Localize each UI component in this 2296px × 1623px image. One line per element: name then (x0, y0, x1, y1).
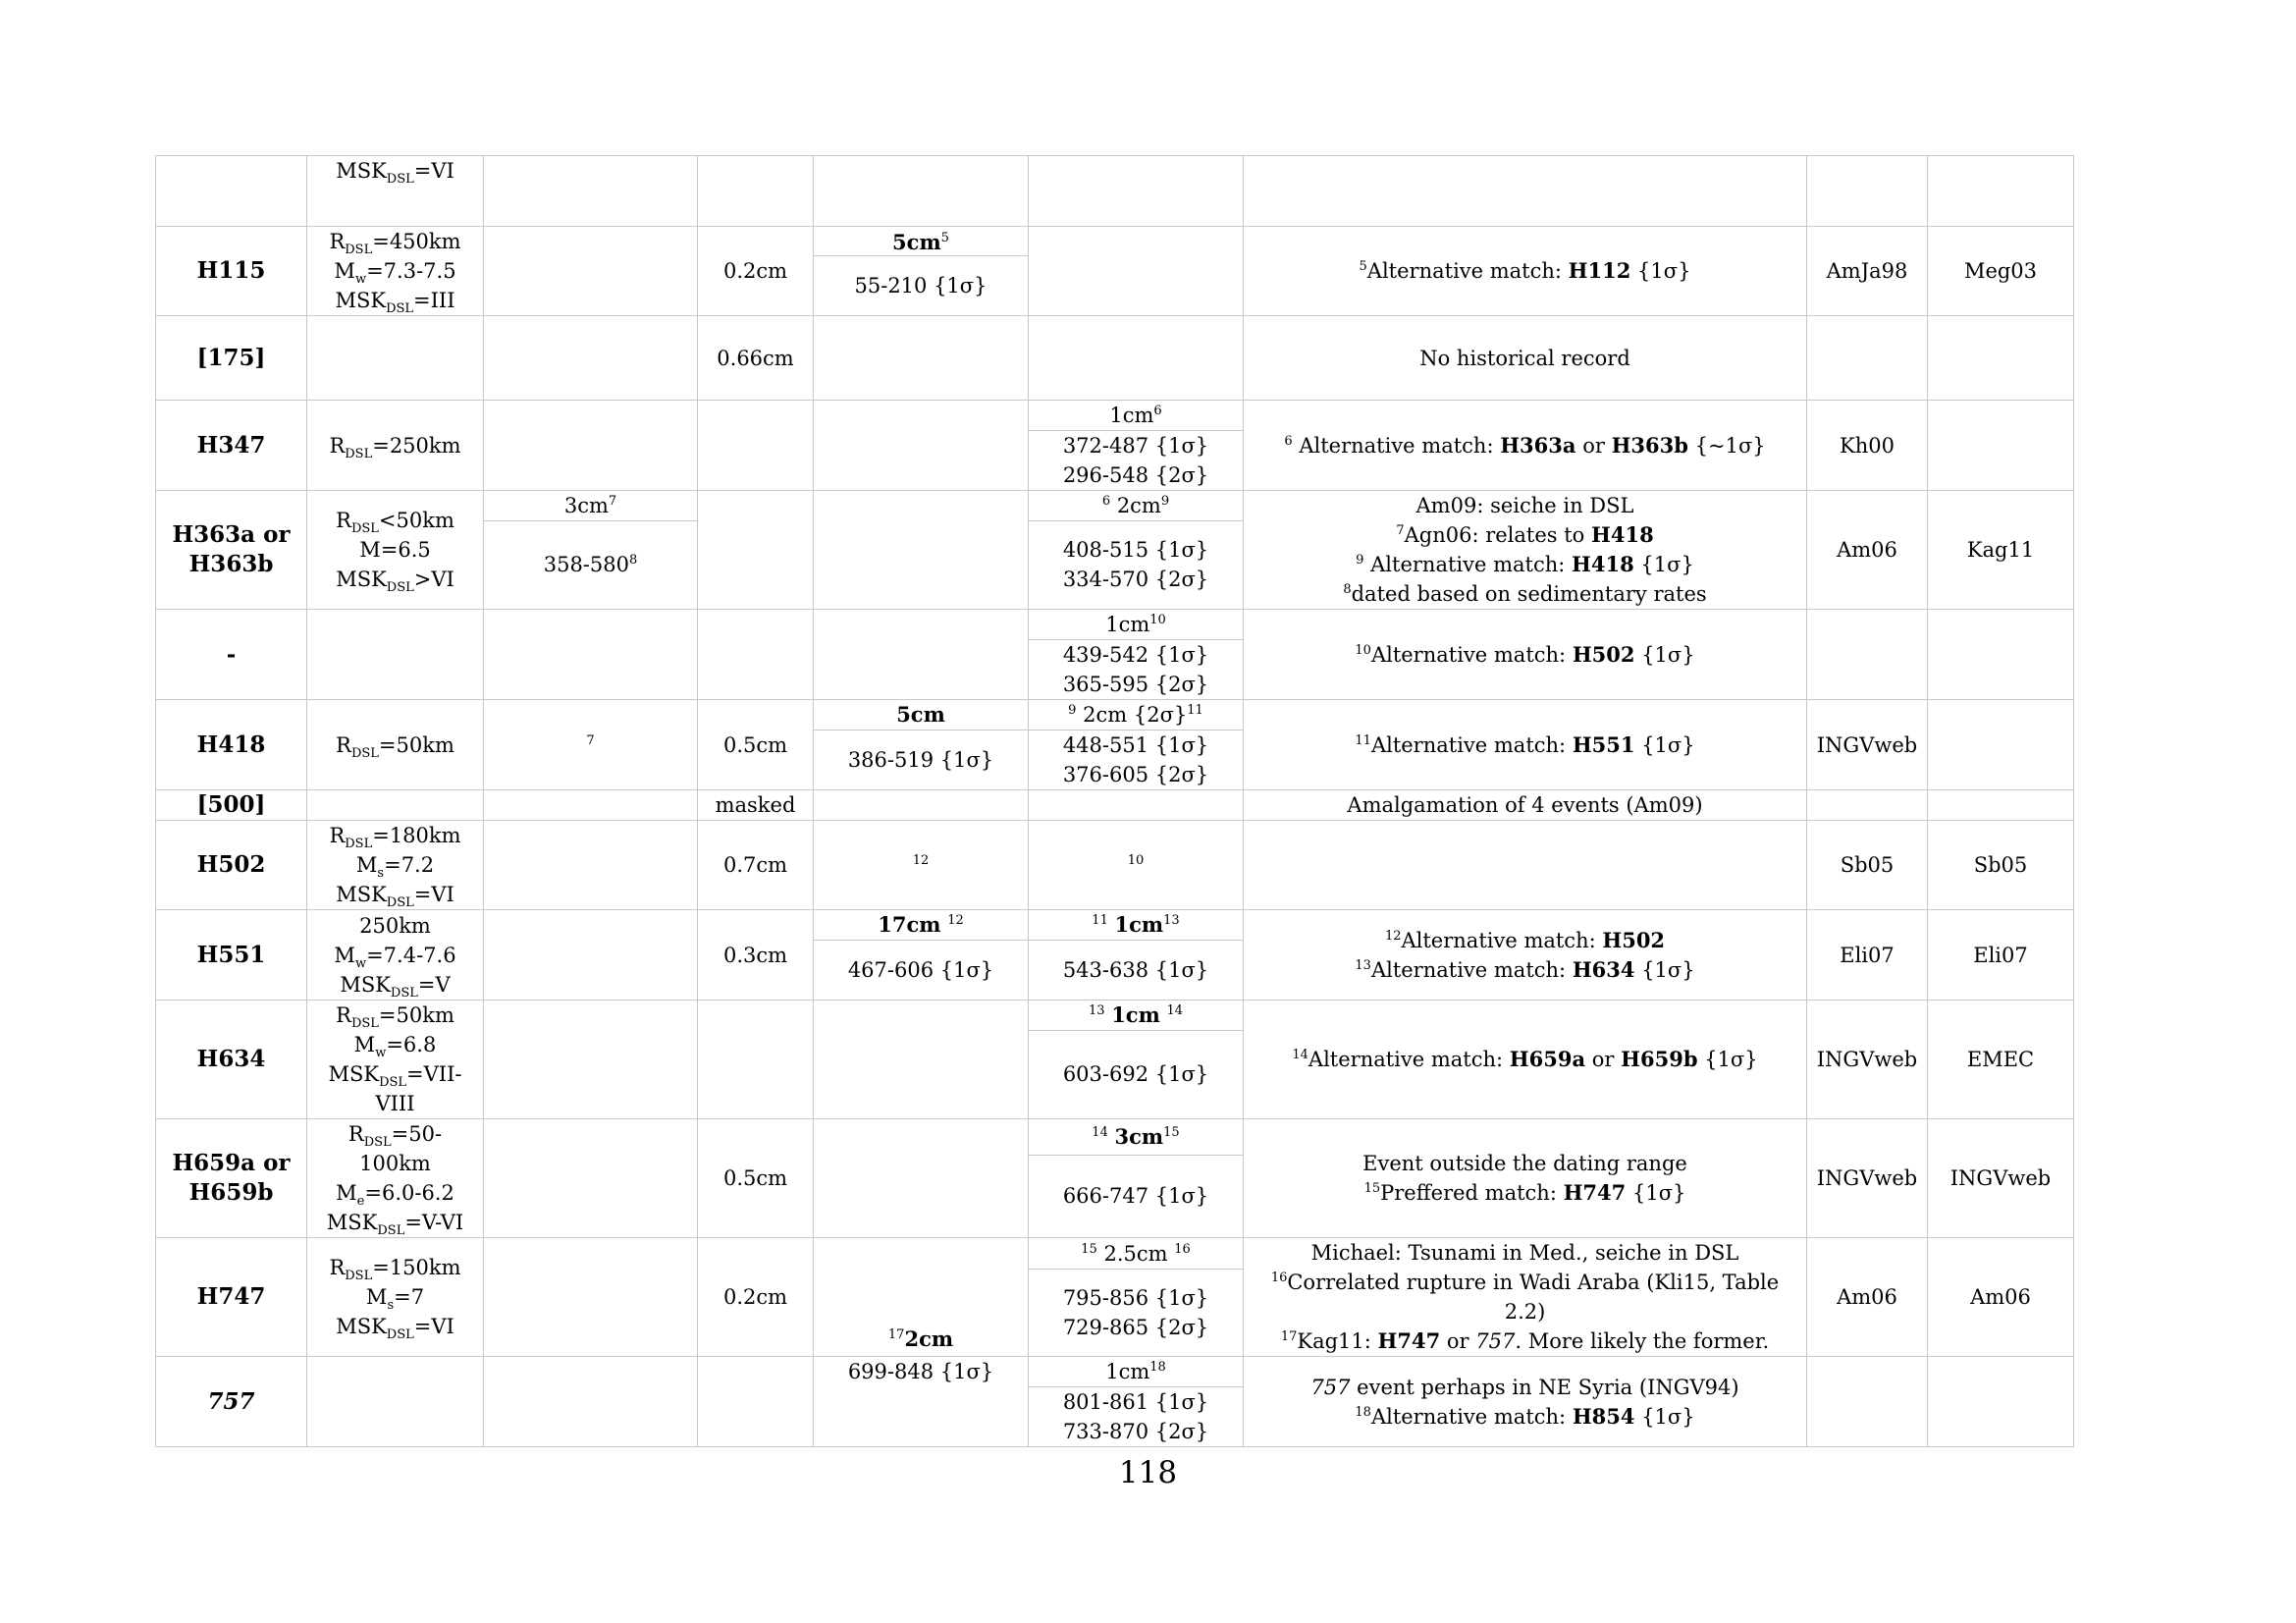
event-id: H659a or H659b (156, 1119, 307, 1238)
core-col6: $^{11}$ $1cm^{13}$ 543-638 {1σ} (1029, 910, 1244, 1001)
event-id: H747 (156, 1238, 307, 1357)
ref-2: Am06 (1928, 1238, 2074, 1357)
ref-1: Am06 (1807, 491, 1928, 610)
source-params: $R_{DSL}=180km$ $M_s=7.2$ $MSK_{DSL}=VI$ (307, 821, 484, 910)
ref-2: INGVweb (1928, 1119, 2074, 1238)
table-row (156, 316, 2074, 401)
core-col6: $^{15}$ 2.5cm $^{16}$ 795-856 {1σ} 729-865 {2σ} (1029, 1238, 1244, 1357)
core-col5: 17cm $^{12}$ 467-606 {1σ} (814, 910, 1029, 1001)
core-col5: 699-848 {1σ} (814, 1357, 1029, 1447)
event-id: H347 (156, 401, 307, 491)
ref-2: Meg03 (1928, 227, 2074, 316)
note: Michael: Tsunami in Med., seiche in DSL $^{16}$Correlated rupture in Wadi Araba (Kli15, Table 2.2) $^{17}$Kag11: H747 or 757. More likely the former. (1244, 1238, 1807, 1357)
ref-2: Sb05 (1928, 821, 2074, 910)
source-params: $R_{DSL}=450km$ $M_w=7.3-7.5$ $MSK_{DSL}=III$ (307, 227, 484, 316)
footnote-ref: 7 (484, 700, 698, 790)
note: $^{10}$Alternative match: H502 {1σ} (1244, 610, 1807, 700)
event-id: 757 (156, 1357, 307, 1447)
ref-2: Eli07 (1928, 910, 2074, 1001)
core-col5: $^{17}$2cm (814, 1238, 1029, 1357)
table-row (156, 401, 2074, 491)
note: $^{12}$Alternative match: H502 $^{13}$Alternative match: H634 {1σ} (1244, 910, 1807, 1001)
core-col5: $5cm^5$ 55-210 {1σ} (814, 227, 1029, 316)
core-col6: $^6$ $2cm^9$ 408-515 {1σ} 334-570 {2σ} (1029, 491, 1244, 610)
core-col6: $^9$ 2cm $\{2\sigma\}^{11}$ 448-551 {1σ} 376-605 {2σ} (1029, 700, 1244, 790)
note: $^5$Alternative match: H112 {1σ} (1244, 227, 1807, 316)
table-row (156, 1238, 2074, 1357)
ref-2: EMEC (1928, 1001, 2074, 1119)
ref-1: INGVweb (1807, 1119, 1928, 1238)
thickness: 0.5cm (698, 700, 814, 790)
table-row (156, 700, 2074, 790)
event-id: - (156, 610, 307, 700)
event-table (155, 155, 2074, 1447)
source-params: $R_{DSL}<50km$ M=6.5 $MSK_{DSL}>VI$ (307, 491, 484, 610)
thickness: 0.3cm (698, 910, 814, 1001)
event-id: H115 (156, 227, 307, 316)
core-col5: 5cm 386-519 {1σ} (814, 700, 1029, 790)
table-row (156, 821, 2074, 910)
core-col6: $1cm^6$ 372-487 {1σ} 296-548 {2σ} (1029, 401, 1244, 491)
core-col6: $1cm^{18}$ 801-861 {1σ} 733-870 {2σ} (1029, 1357, 1244, 1447)
core-col6: $1cm^{10}$ 439-542 {1σ} 365-595 {2σ} (1029, 610, 1244, 700)
source-params: $R_{DSL}=50km$ (307, 700, 484, 790)
ref-1: AmJa98 (1807, 227, 1928, 316)
event-id: [175] (156, 316, 307, 401)
table-row (156, 156, 2074, 227)
event-id: H363a or H363b (156, 491, 307, 610)
msk-value: $MSK_{DSL}=VI$ (336, 159, 454, 188)
core-col6: $^{13}$ 1cm $^{14}$ 603-692 {1σ} (1029, 1001, 1244, 1119)
event-id: [500] (156, 790, 307, 821)
footnote-ref: 10 (1029, 821, 1244, 910)
ref-1: INGVweb (1807, 1001, 1928, 1119)
note: 757 event perhaps in NE Syria (INGV94) $^{18}$Alternative match: H854 {1σ} (1244, 1357, 1807, 1447)
thickness: 0.2cm (698, 1238, 814, 1357)
note: Am09: seiche in DSL $^7$Agn06: relates to H418 $^9$ Alternative match: H418 {1σ} $^8$dated based on sedimentary rates (1244, 491, 1807, 610)
ref-1: Eli07 (1807, 910, 1928, 1001)
note: $^{11}$Alternative match: H551 {1σ} (1244, 700, 1807, 790)
source-params: $R_{DSL}=150km$ $M_s=7$ $MSK_{DSL}=VI$ (307, 1238, 484, 1357)
table-row (156, 1001, 2074, 1119)
note: $^{14}$Alternative match: H659a or H659b {1σ} (1244, 1001, 1807, 1119)
ref-2: Kag11 (1928, 491, 2074, 610)
event-id: H551 (156, 910, 307, 1001)
note: Amalgamation of 4 events (Am09) (1244, 790, 1807, 821)
table-row (156, 1119, 2074, 1238)
table-row (156, 790, 2074, 821)
source-params: $R_{DSL}=250km$ (307, 401, 484, 491)
thickness: 0.7cm (698, 821, 814, 910)
ref-1: Am06 (1807, 1238, 1928, 1357)
ref-1: Kh00 (1807, 401, 1928, 491)
table-row (156, 491, 2074, 610)
source-params: 250km $M_w=7.4-7.6$ $MSK_{DSL}=V$ (307, 910, 484, 1001)
event-id: H418 (156, 700, 307, 790)
table-row (156, 227, 2074, 316)
note: No historical record (1244, 316, 1807, 401)
core-col6: $^{14}$ $3cm^{15}$ 666-747 {1σ} (1029, 1119, 1244, 1238)
core-col3: $3cm^7$ $358-580^8$ (484, 491, 698, 610)
source-params: $R_{DSL}=50km$ $M_w=6.8$ $MSK_{DSL}=VII-$ VIII (307, 1001, 484, 1119)
event-id: H634 (156, 1001, 307, 1119)
ref-1: INGVweb (1807, 700, 1928, 790)
thickness: masked (698, 790, 814, 821)
note: Event outside the dating range $^{15}$Preffered match: H747 {1σ} (1244, 1119, 1807, 1238)
table-row (156, 910, 2074, 1001)
event-id: H502 (156, 821, 307, 910)
page-number: 118 (1118, 1455, 1178, 1490)
table-row (156, 1357, 2074, 1447)
thickness: 0.2cm (698, 227, 814, 316)
thickness: 0.66cm (698, 316, 814, 401)
note: $^6$ Alternative match: H363a or H363b {~1σ} (1244, 401, 1807, 491)
source-params: $R_{DSL}=50-$ 100km $M_e=6.0-6.2$ $MSK_{DSL}=V-VI$ (307, 1119, 484, 1238)
footnote-ref: 12 (814, 821, 1029, 910)
table-row (156, 610, 2074, 700)
thickness: 0.5cm (698, 1119, 814, 1238)
ref-1: Sb05 (1807, 821, 1928, 910)
